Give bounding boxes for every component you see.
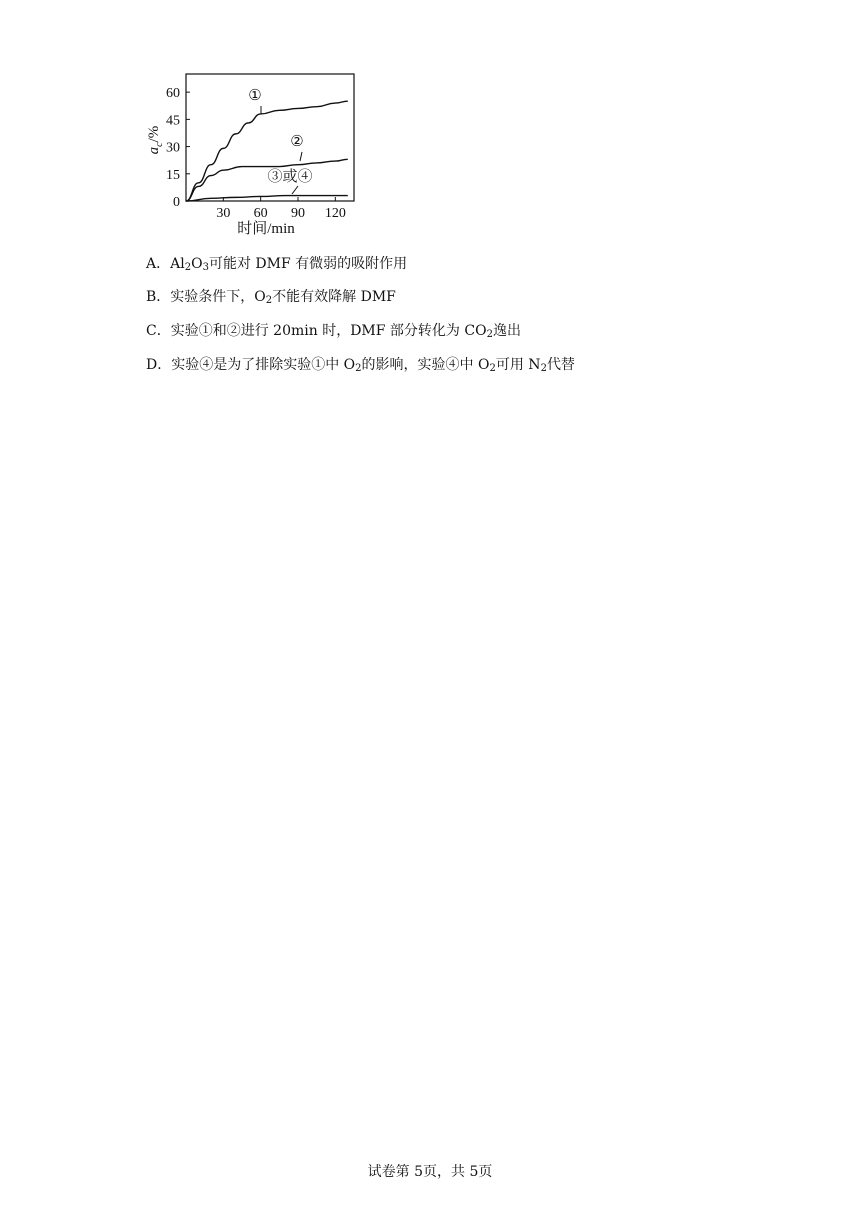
- x-tick-label: 60: [253, 206, 268, 221]
- svg-text:ac/%: $a_c/\%$: [146, 125, 165, 155]
- series-label-1: ①: [248, 88, 262, 104]
- y-tick-label: 15: [166, 167, 180, 183]
- page-footer: 试卷第 5页，共 5页: [367, 1164, 493, 1180]
- x-tick-label: 120: [324, 206, 346, 221]
- line-chart: [140, 66, 370, 242]
- option-d: D．实验④是为了排除实验①中 $O_2$的影响，实验④中 $O_2$可用 $N_2$代替: [146, 357, 575, 374]
- x-tick-label: 90: [291, 206, 305, 221]
- series-label-3: ③或④: [267, 169, 313, 185]
- option-c: C．实验①和②进行 20min 时，DMF 部分转化为 $CO_2$逸出: [146, 323, 521, 340]
- x-tick-label: 30: [216, 206, 231, 221]
- label-pointer-2: [300, 152, 302, 161]
- series-line-3: [186, 196, 348, 201]
- option-a: A．$Al_2O_3$可能对 DMF 有微弱的吸附作用: [146, 256, 408, 273]
- x-axis-label: 时间/min: [237, 221, 295, 237]
- series-labels: [248, 88, 312, 194]
- option-b: B．实验条件下，$O_2$不能有效降解 DMF: [146, 289, 396, 306]
- y-tick-label: 0: [173, 195, 180, 210]
- series-line-1: [186, 101, 348, 201]
- y-tick-label: 60: [166, 86, 180, 102]
- series-lines: [186, 101, 348, 201]
- series-label-2: ②: [290, 134, 304, 150]
- y-axis-label: [146, 126, 165, 155]
- y-tick-label: 30: [166, 140, 180, 156]
- label-pointer-3: [292, 186, 298, 194]
- y-tick-label: 45: [166, 113, 180, 129]
